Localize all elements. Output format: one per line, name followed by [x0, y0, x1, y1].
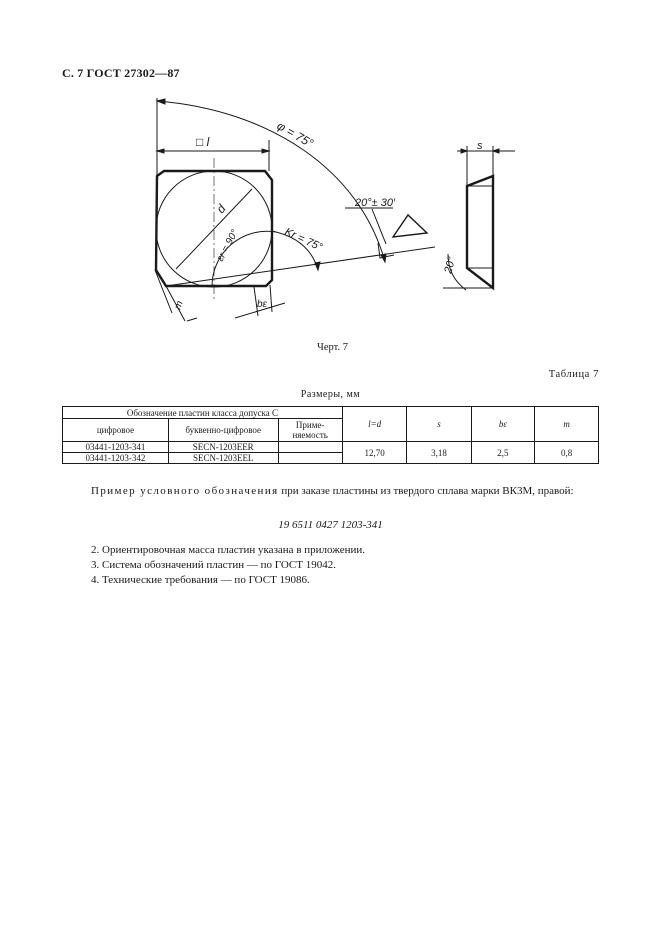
label-d: d — [213, 201, 229, 216]
cell-m: 0,8 — [535, 442, 599, 464]
label-angle-20: 20° — [442, 255, 459, 275]
label-b-eps: bε — [257, 299, 267, 310]
col-note — [278, 419, 342, 442]
col-m: m — [535, 407, 599, 442]
designation-code: 19 6511 0427 1203-341 — [278, 519, 383, 531]
side-view — [467, 176, 493, 288]
table-row — [63, 442, 599, 453]
page-header: С. 7 ГОСТ 27302—87 — [62, 66, 180, 80]
cell-ld: 12,70 — [342, 442, 407, 464]
edge-detail — [393, 215, 427, 237]
example-lead: Пример условного обозначения — [91, 485, 279, 497]
cell-alpha: SECN-1203EER — [168, 442, 278, 453]
cell-digital: 03441-1203-342 — [63, 453, 169, 464]
col-note-2: няемость — [292, 430, 328, 440]
col-be: bε — [471, 407, 535, 442]
cell-alpha: SECN-1203EEL — [168, 453, 278, 464]
cell-note — [278, 442, 342, 453]
label-m: m — [172, 299, 186, 312]
figure-caption: Черт. 7 — [317, 342, 348, 353]
cell-s: 3,18 — [407, 442, 471, 464]
col-ld: l=d — [342, 407, 407, 442]
cell-note — [278, 453, 342, 464]
col-alpha: буквенно-цифровое — [168, 419, 278, 442]
example-paragraph — [62, 484, 599, 499]
note-4: 4. Технические требования — по ГОСТ 19086. — [91, 574, 310, 586]
label-kappa: Kr = 75° — [282, 225, 325, 254]
label-phi: φ = 75° — [274, 118, 316, 151]
label-eps: εr = 90° — [214, 228, 241, 264]
example-rest: при заказе пластины из твердого сплава марки ВК3М, правой: — [278, 485, 574, 497]
cell-be: 2,5 — [471, 442, 535, 464]
insert-drawing — [0, 0, 661, 340]
cell-digital: 03441-1203-341 — [63, 442, 169, 453]
group-header: Обозначение пластин класса допуска С — [63, 407, 343, 419]
dimensions-table — [62, 406, 599, 464]
note-3: 3. Система обозначений пластин — по ГОСТ 19042. — [91, 559, 336, 571]
note-2: 2. Ориентировочная масса пластин указана в приложении. — [91, 544, 365, 556]
label-square-l: □ l — [196, 135, 210, 149]
col-note-1: Приме- — [295, 420, 325, 430]
col-s: s — [407, 407, 471, 442]
col-digital: цифровое — [63, 419, 169, 442]
cutting-edge-line — [166, 247, 435, 286]
table-label: Таблица 7 — [548, 369, 599, 380]
table-title: Размеры, мм — [300, 389, 361, 400]
label-s: s — [477, 140, 483, 152]
label-angle-20-30: 20°± 30′ — [355, 197, 396, 209]
